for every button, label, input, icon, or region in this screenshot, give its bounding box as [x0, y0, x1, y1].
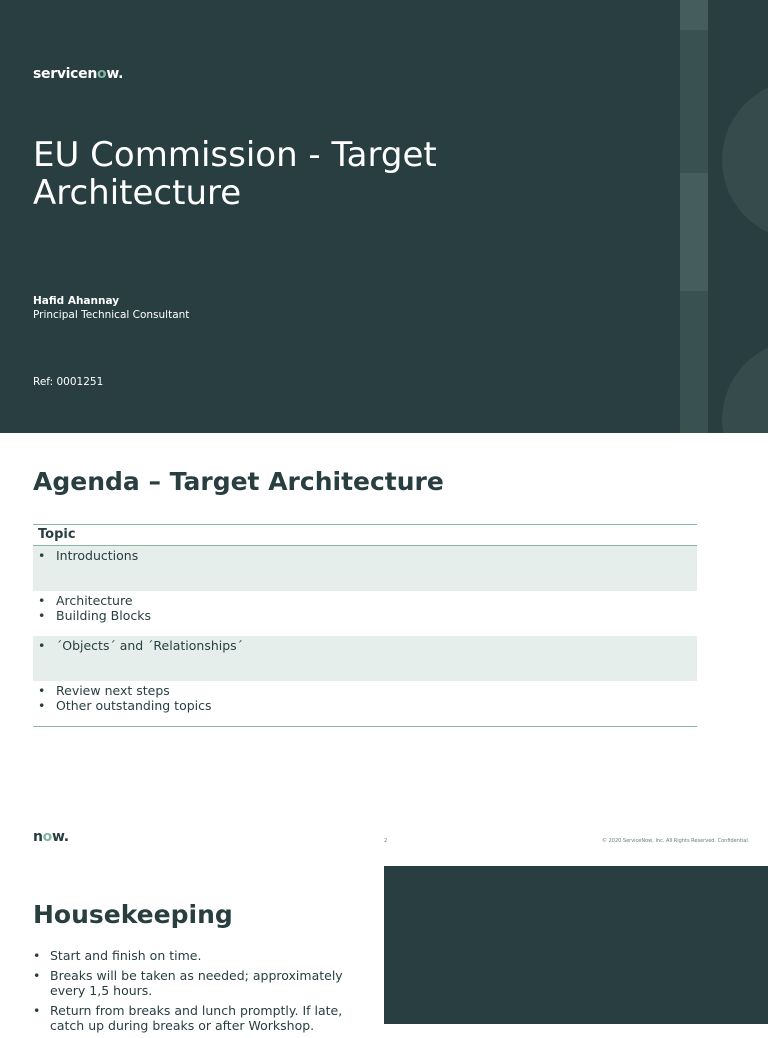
- bullet-icon: •: [38, 608, 46, 623]
- agenda-row: [33, 546, 697, 591]
- servicenow-logo: servicenow.: [33, 66, 124, 82]
- agenda-item-text: Building Blocks: [56, 608, 152, 623]
- agenda-item-text: Introductions: [56, 548, 139, 563]
- bullet-icon: •: [38, 683, 46, 698]
- reference-number: Ref: 0001251: [33, 376, 104, 388]
- housekeeping-list: [33, 948, 345, 1038]
- agenda-row: [33, 636, 697, 681]
- agenda-table: [33, 524, 697, 727]
- housekeeping-title: Housekeeping: [33, 900, 233, 929]
- agenda-item: [38, 593, 692, 608]
- now-logo: now.: [33, 829, 69, 845]
- bullet-icon: •: [38, 593, 46, 608]
- agenda-row: [33, 591, 697, 636]
- bullet-icon: •: [38, 698, 46, 713]
- page-number: 2: [384, 838, 388, 844]
- agenda-table-header: Topic: [33, 525, 697, 546]
- title-slide: [0, 0, 768, 433]
- agenda-item: [38, 638, 692, 653]
- agenda-row: [33, 681, 697, 726]
- bullet-icon: •: [33, 1003, 41, 1018]
- slide-title: EU Commission - Target Architecture: [33, 135, 437, 213]
- housekeeping-item-text: Start and finish on time.: [50, 948, 202, 963]
- agenda-item: [38, 683, 692, 698]
- housekeeping-item: [33, 948, 345, 963]
- copyright-notice: © 2020 ServiceNow, Inc. All Rights Reserved. Confidential.: [602, 838, 750, 844]
- agenda-item: [38, 608, 692, 623]
- decorative-pattern: [680, 0, 768, 433]
- housekeeping-item-text: Breaks will be taken as needed; approximately every 1,5 hours.: [50, 968, 343, 998]
- agenda-item-text: ´Objects´ and ´Relationships´: [56, 638, 243, 653]
- agenda-item: [38, 698, 692, 713]
- agenda-item-text: Architecture: [56, 593, 133, 608]
- presenter-name: Hafid Ahannay: [33, 295, 120, 307]
- agenda-title: Agenda – Target Architecture: [33, 467, 444, 496]
- agenda-item: [38, 548, 692, 563]
- housekeeping-item: [33, 1003, 345, 1033]
- agenda-item-text: Review next steps: [56, 683, 170, 698]
- agenda-slide: [0, 433, 768, 866]
- housekeeping-item: [33, 968, 345, 998]
- image-panel: [384, 866, 768, 1024]
- bullet-icon: •: [33, 968, 41, 983]
- agenda-item-text: Other outstanding topics: [56, 698, 212, 713]
- housekeeping-item-text: Return from breaks and lunch promptly. If late, catch up during breaks or after Workshop.: [50, 1003, 343, 1033]
- bullet-icon: •: [38, 638, 46, 653]
- presenter-role: Principal Technical Consultant: [33, 309, 190, 321]
- bullet-icon: •: [33, 948, 41, 963]
- bullet-icon: •: [38, 548, 46, 563]
- housekeeping-slide: [0, 866, 768, 1033]
